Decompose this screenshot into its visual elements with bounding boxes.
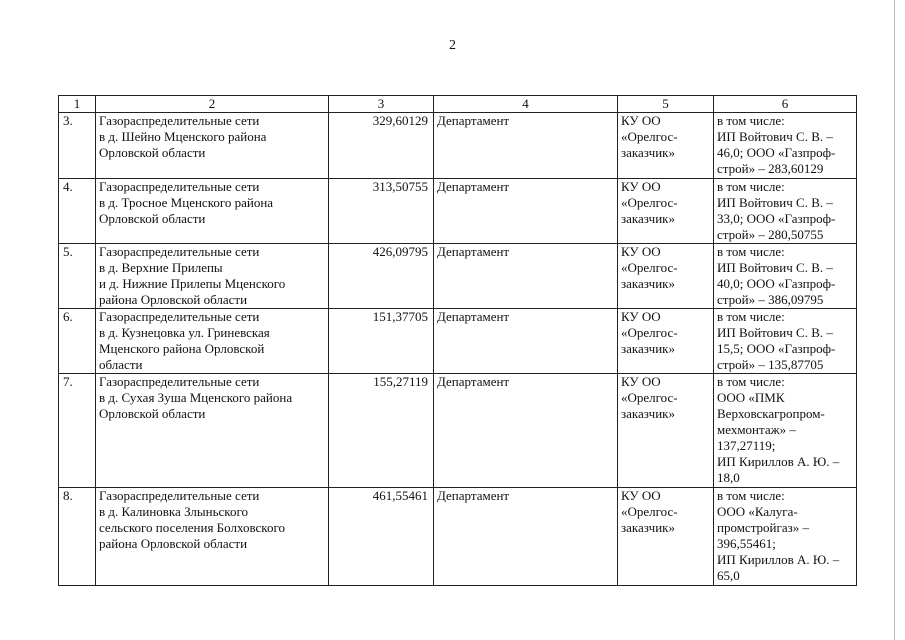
customer: КУ ОО «Орелгос- заказчик» (618, 309, 714, 374)
table-row (59, 244, 857, 309)
amount-value: 426,09795 (329, 244, 434, 309)
details: в том числе: ИП Войтович С. В. – 40,0; ООО «Газпроф- строй» – 386,09795 (714, 244, 857, 309)
amount-value: 151,37705 (329, 309, 434, 374)
amount-value: 155,27119 (329, 374, 434, 488)
details: в том числе: ИП Войтович С. В. – 33,0; ООО «Газпроф- строй» – 280,50755 (714, 179, 857, 244)
row-number: 3. (59, 113, 96, 179)
customer: КУ ОО «Орелгос- заказчик» (618, 179, 714, 244)
customer: КУ ОО «Орелгос- заказчик» (618, 113, 714, 179)
table-header-row (59, 96, 857, 113)
object-name: Газораспределительные сети в д. Шейно Мценского района Орловской области (96, 113, 329, 179)
details: в том числе: ИП Войтович С. В. – 15,5; ООО «Газпроф- строй» – 135,87705 (714, 309, 857, 374)
department: Департамент (434, 488, 618, 586)
details: в том числе: ООО «Калуга- промстройгаз» – 396,55461; ИП Кириллов А. Ю. – 65,0 (714, 488, 857, 586)
header-cell: 5 (618, 96, 714, 113)
department: Департамент (434, 309, 618, 374)
scan-edge-line (894, 0, 895, 640)
amount-value: 329,60129 (329, 113, 434, 179)
row-number: 5. (59, 244, 96, 309)
customer: КУ ОО «Орелгос- заказчик» (618, 488, 714, 586)
object-name: Газораспределительные сети в д. Сухая Зуша Мценского района Орловской области (96, 374, 329, 488)
data-table (58, 95, 857, 586)
details: в том числе: ИП Войтович С. В. – 46,0; ООО «Газпроф- строй» – 283,60129 (714, 113, 857, 179)
header-cell: 1 (59, 96, 96, 113)
amount-value: 461,55461 (329, 488, 434, 586)
table-row (59, 179, 857, 244)
page-number: 2 (449, 38, 456, 53)
details: в том числе: ООО «ПМК Верховскагропром- мехмонтаж» – 137,27119; ИП Кириллов А. Ю. – 18,0 (714, 374, 857, 488)
header-cell: 2 (96, 96, 329, 113)
department: Департамент (434, 374, 618, 488)
object-name: Газораспределительные сети в д. Калиновка Злыньского сельского поселения Болховского района Орловской области (96, 488, 329, 586)
row-number: 6. (59, 309, 96, 374)
department: Департамент (434, 113, 618, 179)
header-cell: 3 (329, 96, 434, 113)
table-row (59, 374, 857, 488)
row-number: 4. (59, 179, 96, 244)
header-cell: 4 (434, 96, 618, 113)
row-number: 7. (59, 374, 96, 488)
object-name: Газораспределительные сети в д. Верхние Прилепы и д. Нижние Прилепы Мценского района Орловской области (96, 244, 329, 309)
customer: КУ ОО «Орелгос- заказчик» (618, 244, 714, 309)
row-number: 8. (59, 488, 96, 586)
amount-value: 313,50755 (329, 179, 434, 244)
object-name: Газораспределительные сети в д. Кузнецовка ул. Гриневская Мценского района Орловской области (96, 309, 329, 374)
department: Департамент (434, 179, 618, 244)
header-cell: 6 (714, 96, 857, 113)
table-row (59, 488, 857, 586)
table-row (59, 309, 857, 374)
customer: КУ ОО «Орелгос- заказчик» (618, 374, 714, 488)
department: Департамент (434, 244, 618, 309)
object-name: Газораспределительные сети в д. Тросное Мценского района Орловской области (96, 179, 329, 244)
table-row (59, 113, 857, 179)
